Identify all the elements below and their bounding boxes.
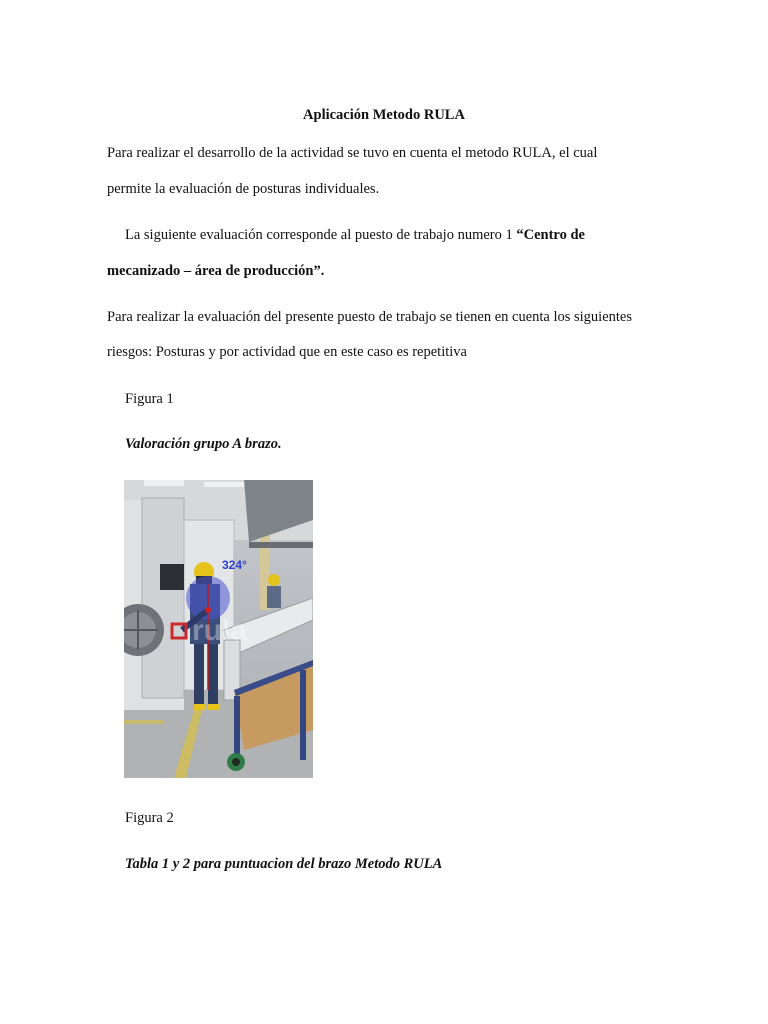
figure-2-caption: Tabla 1 y 2 para puntuacion del brazo Metodo RULA [125, 856, 443, 872]
paragraph-2-line-1 [125, 226, 585, 244]
figure-1-photo [124, 480, 313, 778]
paragraph-2-line-2: mecanizado – área de producción”. [107, 263, 325, 279]
figure-2-label: Figura 2 [125, 810, 174, 826]
paragraph-2-text: La siguiente evaluación corresponde al puesto de trabajo numero 1 [125, 227, 517, 243]
paragraph-1-line-2: permite la evaluación de posturas individuales. [107, 181, 380, 197]
paragraph-3-line-1: Para realizar la evaluación del presente puesto de trabajo se tienen en cuenta los siguientes [107, 309, 633, 325]
figure-1-label: Figura 1 [125, 391, 174, 407]
angle-readout: 324° [222, 558, 247, 572]
workshop-photo-illustration [124, 480, 313, 778]
paragraph-1-line-1: Para realizar el desarrollo de la actividad se tuvo en cuenta el metodo RULA, el cual [107, 145, 598, 161]
figure-1-caption: Valoración grupo A brazo. [125, 436, 282, 452]
paragraph-3-line-2: riesgos: Posturas y por actividad que en este caso es repetitiva [107, 344, 467, 360]
paragraph-2-bold-start: “Centro de [516, 227, 585, 243]
document-title: Aplicación Metodo RULA [303, 107, 465, 123]
svg-text:rula: rula [192, 614, 248, 647]
